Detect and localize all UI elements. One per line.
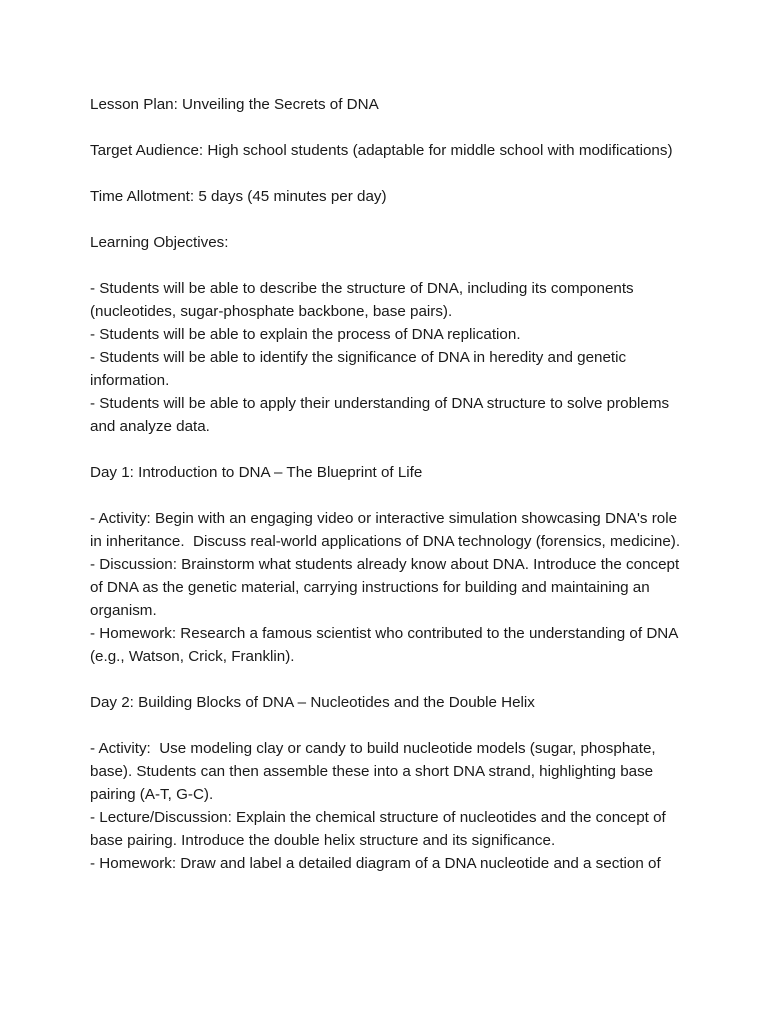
spacer (90, 208, 690, 231)
day1-list (90, 507, 690, 668)
day1-item: - Homework: Research a famous scientist who contributed to the understanding of DNA (e.g., Watson, Crick, Franklin). (90, 625, 682, 665)
spacer (90, 714, 690, 737)
day1-item: - Activity: Begin with an engaging video or interactive simulation showcasing DNA's role in inheritance. Discuss real-world applications of DNA technology (forensics, medicine). (90, 510, 682, 550)
objective-item: - Students will be able to apply their understanding of DNA structure to solve problems and analyze data. (90, 395, 674, 435)
day1-heading: Day 1: Introduction to DNA – The Blueprint of Life (90, 464, 423, 481)
day1-item: - Discussion: Brainstorm what students already know about DNA. Introduce the concept of DNA as the genetic material, carrying instructions for building and maintaining an organism. (90, 556, 684, 619)
target-audience: Target Audience: High school students (adaptable for middle school with modifications) (90, 142, 673, 159)
document-title: Lesson Plan: Unveiling the Secrets of DNA (90, 96, 379, 113)
spacer (90, 668, 690, 691)
objective-item: - Students will be able to describe the structure of DNA, including its components (nucleotides, sugar-phosphate backbone, base pairs). (90, 280, 638, 320)
day2-item: - Homework: Draw and label a detailed diagram of a DNA nucleotide and a section of (90, 855, 661, 872)
spacer (90, 254, 690, 277)
objective-item: - Students will be able to identify the significance of DNA in heredity and genetic information. (90, 349, 631, 389)
spacer (90, 116, 690, 139)
day2-heading: Day 2: Building Blocks of DNA – Nucleotides and the Double Helix (90, 694, 535, 711)
document-body (90, 93, 690, 875)
time-allotment: Time Allotment: 5 days (45 minutes per day) (90, 188, 387, 205)
spacer (90, 162, 690, 185)
objectives-list (90, 277, 690, 438)
day2-item: - Activity: Use modeling clay or candy to build nucleotide models (sugar, phosphate, base). Students can then assemble these into a short DNA strand, highlighting base pairing (A-T, G-C). (90, 740, 660, 803)
day2-list (90, 737, 690, 875)
spacer (90, 438, 690, 461)
day2-item: - Lecture/Discussion: Explain the chemical structure of nucleotides and the concept of base pairing. Introduce the double helix structure and its significance. (90, 809, 670, 849)
objectives-heading: Learning Objectives: (90, 234, 229, 251)
spacer (90, 484, 690, 507)
objective-item: - Students will be able to explain the process of DNA replication. (90, 326, 521, 343)
